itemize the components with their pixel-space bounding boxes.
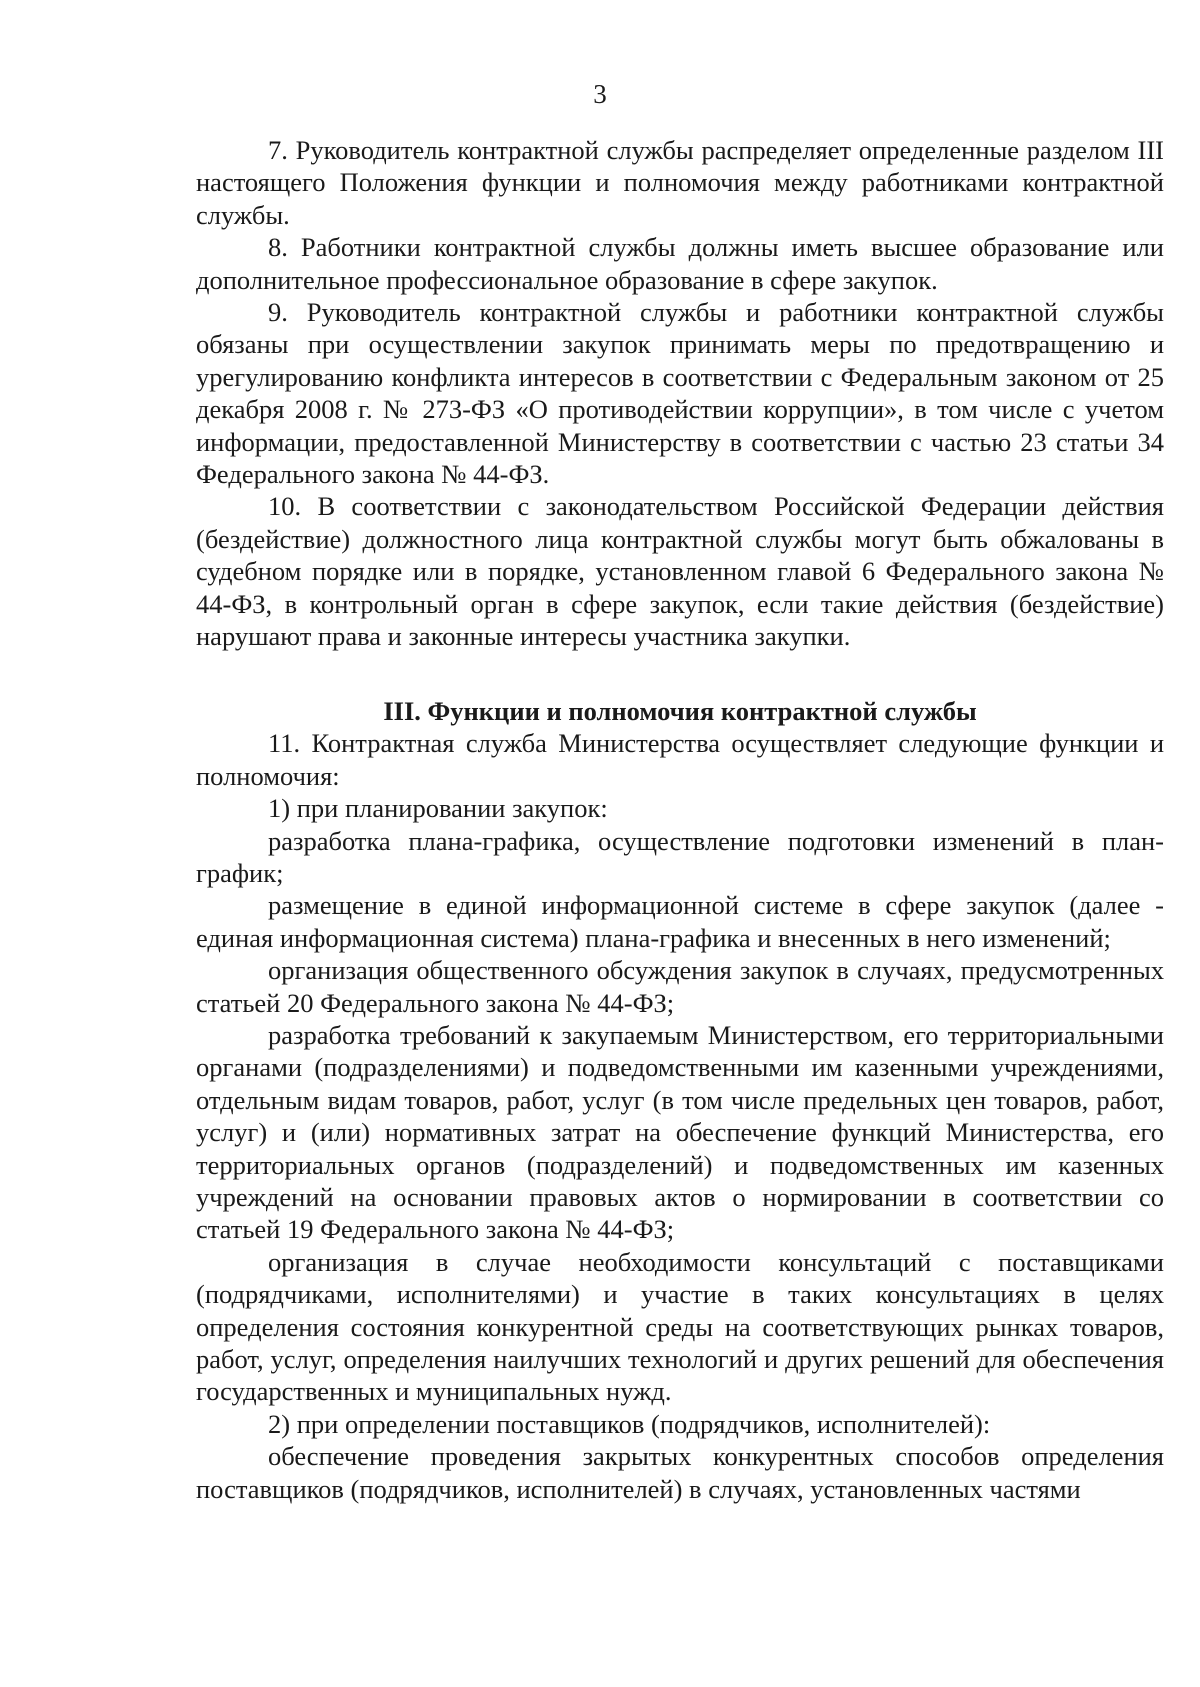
subitem-planning: 1) при планировании закупок: — [268, 793, 608, 824]
paragraph-7: 7. Руководитель контрактной службы распределяет определенные разделом III настоящего Положения функции и полномочия между работниками контрактной службы. — [196, 135, 1164, 230]
page-number: 3 — [593, 79, 607, 109]
planning-requirements: разработка требований к закупаемым Министерством, его территориальными органами (подразделениями) и подведомственными им казенными учреждениями, отдельным видам товаров, работ, услуг (в том числе предельных цен товаров, работ, услуг) и (или) нормативных затрат на обеспечение функций Министерства, его территориальных органов (подразделений) и подведомственных им казенных учреждений на основании правовых актов о нормировании в соответствии со статьей 19 Федерального закона № 44-ФЗ; — [196, 1019, 1164, 1245]
planning-consultations: организация в случае необходимости консультаций с поставщиками (подрядчиками, исполнителями) и участие в таких консультациях в целях определения состояния конкурентной среды на соответствующих рынках товаров, работ, услуг, определения наилучших технологий и других решений для обеспечения государственных и муниципальных нужд. — [196, 1246, 1164, 1407]
section-spacer — [196, 653, 1164, 685]
supplier-closed-procedures: обеспечение проведения закрытых конкурентных способов определения поставщиков (подрядчиков, исполнителей) в случаях, установленных частями — [196, 1441, 1164, 1504]
paragraph-10: 10. В соответствии с законодательством Российской Федерации действия (бездействие) должностного лица контрактной службы могут быть обжалованы в судебном порядке или в порядке, установленном главой 6 Федерального закона № 44-ФЗ, в контрольный орган в сфере закупок, если такие действия (бездействие) нарушают права и законные интересы участника закупки. — [196, 491, 1164, 652]
paragraph-9: 9. Руководитель контрактной службы и работники контрактной службы обязаны при осуществлении закупок принимать меры по предотвращению и урегулированию конфликта интересов в соответствии с Федеральным законом от 25 декабря 2008 г. № 273-ФЗ «О противодействии коррупции», в том числе с учетом информации, предоставленной Министерству в соответствии с частью 23 статьи 34 Федерального закона № 44-ФЗ. — [196, 297, 1164, 490]
subitem-supplier-determination: 2) при определении поставщиков (подрядчиков, исполнителей): — [268, 1408, 991, 1439]
planning-public-discussion: организация общественного обсуждения закупок в случаях, предусмотренных статьей 20 Федерального закона № 44-ФЗ; — [196, 955, 1164, 1018]
paragraph-8: 8. Работники контрактной службы должны иметь высшее образование или дополнительное профессиональное образование в сфере закупок. — [196, 232, 1164, 295]
planning-plan-schedule: разработка плана-графика, осуществление подготовки изменений в план-график; — [196, 825, 1164, 888]
section-heading: III. Функции и полномочия контрактной службы — [383, 695, 977, 726]
document-body — [196, 134, 1164, 1505]
planning-eis-placement: размещение в единой информационной системе в сфере закупок (далее - единая информационная система) плана-графика и внесенных в него изменений; — [196, 890, 1164, 953]
paragraph-11: 11. Контрактная служба Министерства осуществляет следующие функции и полномочия: — [196, 728, 1164, 791]
